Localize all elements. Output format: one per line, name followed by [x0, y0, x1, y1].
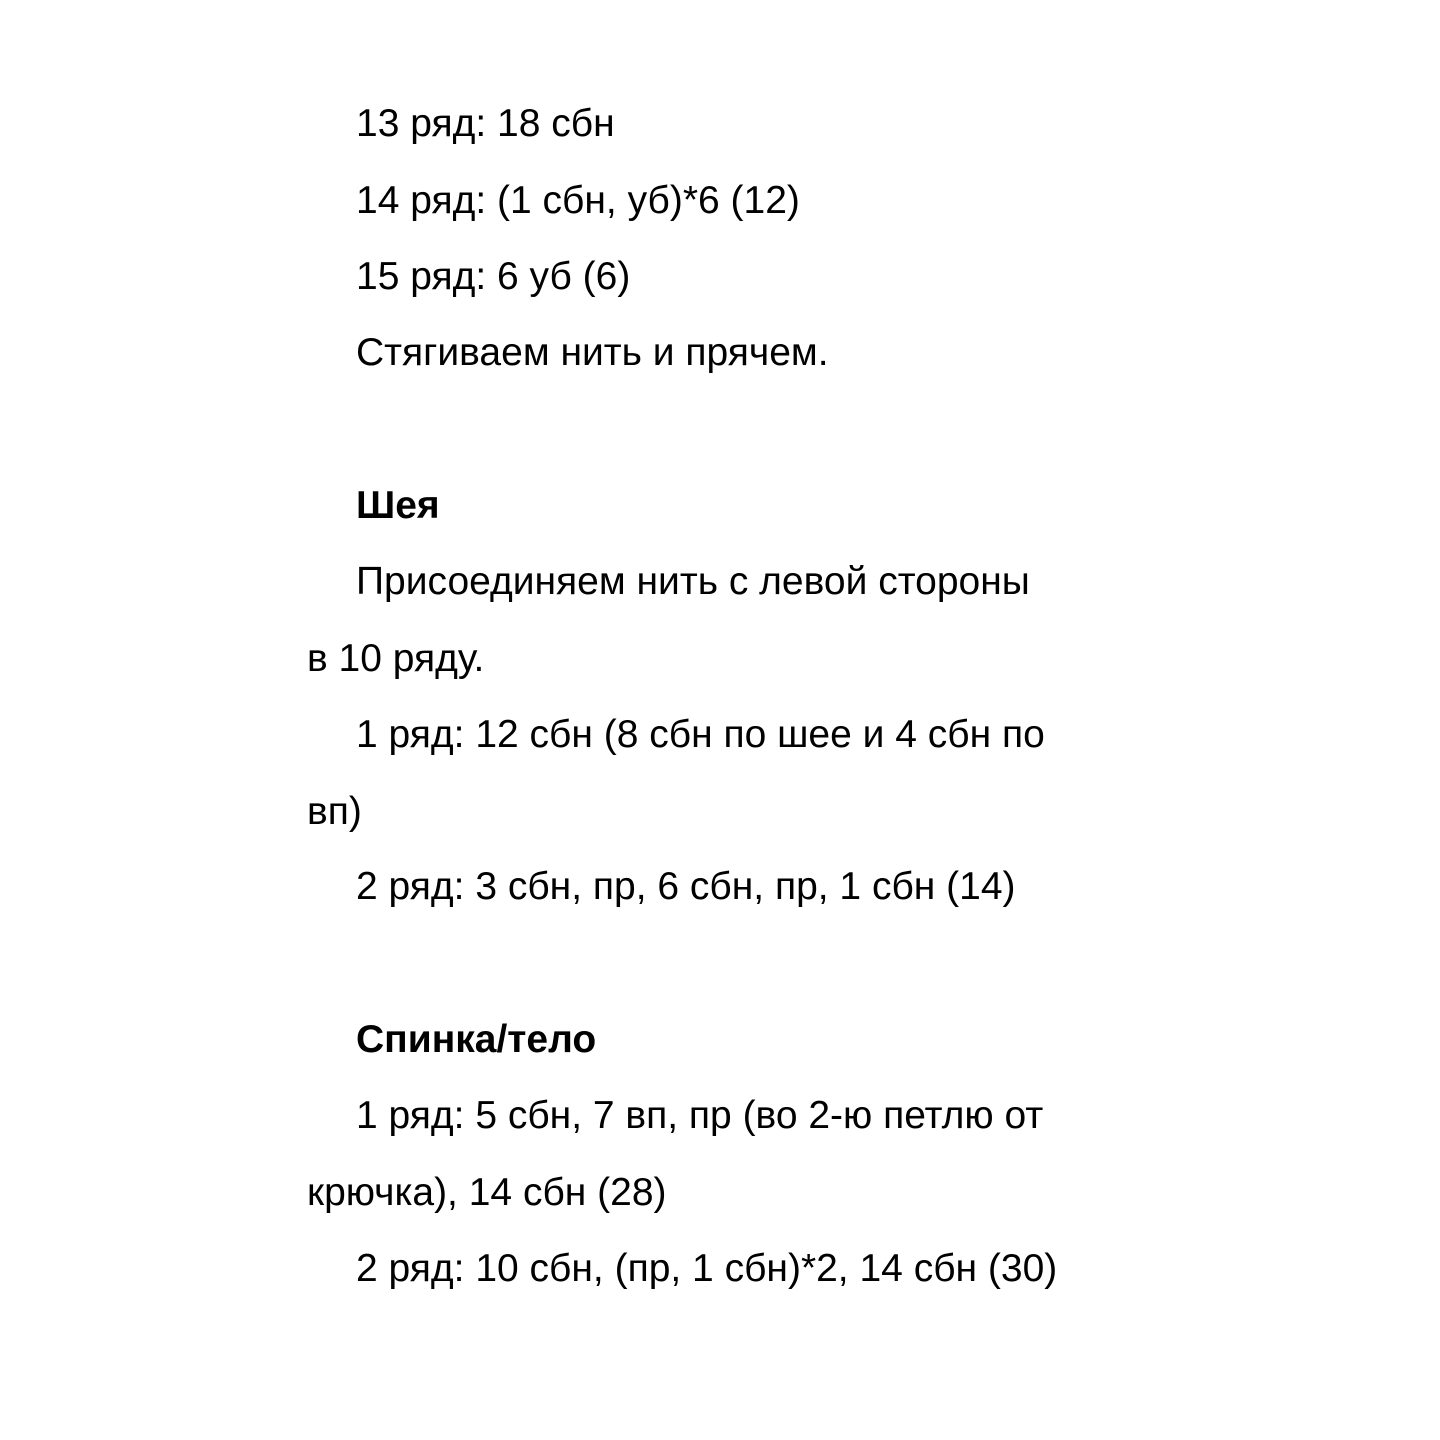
back-row1-line2: крючка), 14 сбн (28): [307, 1171, 667, 1214]
neck-row1-line1: 1 ряд: 12 сбн (8 сбн по шее и 4 сбн по: [356, 713, 1045, 756]
heading-back: Спинка/тело: [356, 1018, 597, 1061]
neck-intro-line1: Присоединяем нить с левой стороны: [356, 560, 1030, 603]
back-row2: 2 ряд: 10 сбн, (пр, 1 сбн)*2, 14 сбн (30): [356, 1247, 1058, 1290]
row-15: 15 ряд: 6 уб (6): [356, 255, 631, 298]
back-row1-line1: 1 ряд: 5 сбн, 7 вп, пр (во 2-ю петлю от: [356, 1094, 1044, 1137]
row-14: 14 ряд: (1 сбн, уб)*6 (12): [356, 179, 800, 222]
neck-row1-line2: вп): [307, 790, 362, 833]
finish-note: Стягиваем нить и прячем.: [356, 331, 829, 374]
neck-row2: 2 ряд: 3 сбн, пр, 6 сбн, пр, 1 сбн (14): [356, 865, 1016, 908]
row-13: 13 ряд: 18 сбн: [356, 102, 615, 145]
neck-intro-line2: в 10 ряду.: [307, 637, 485, 680]
heading-neck: Шея: [356, 484, 440, 527]
